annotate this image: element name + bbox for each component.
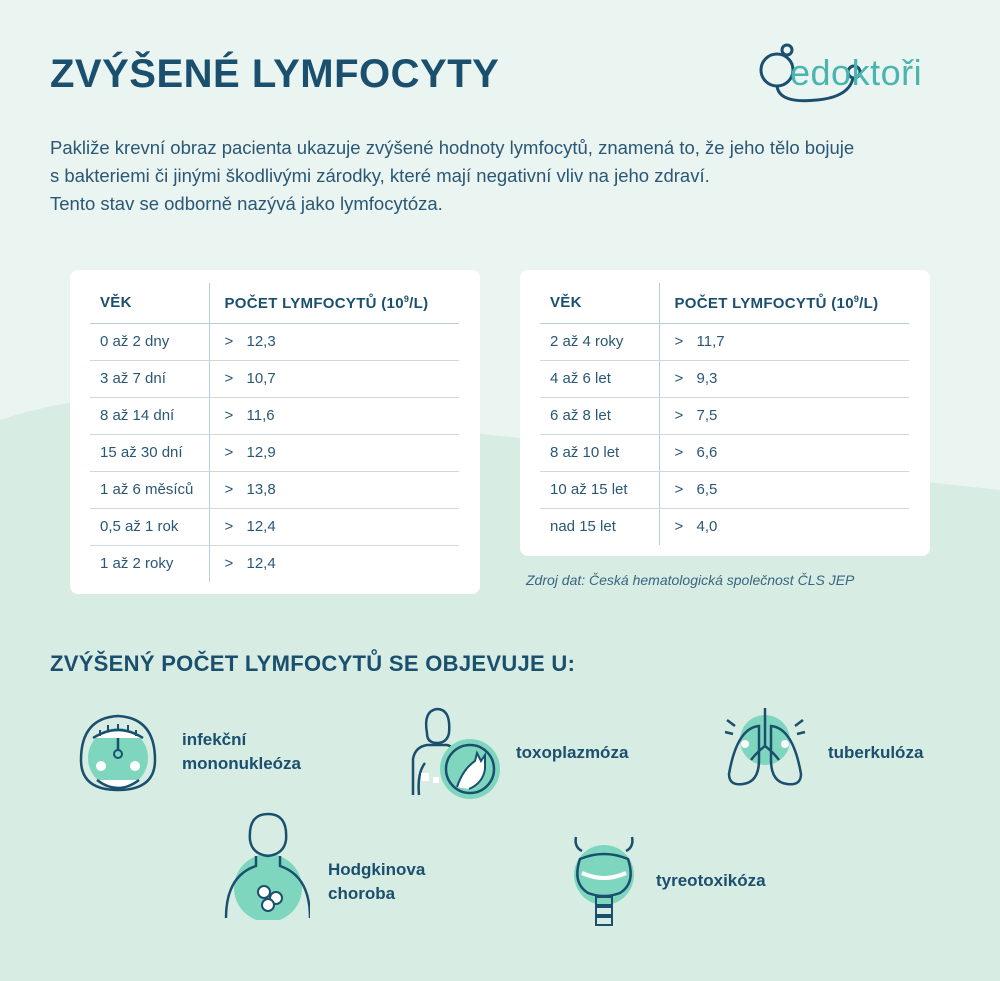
condition-thyrotoxicosis	[570, 833, 810, 933]
page-title: ZVÝŠENÉ LYMFOCYTY	[50, 52, 500, 96]
intro-text	[50, 134, 960, 218]
value-cell: > 12,9	[209, 434, 459, 471]
value-cell: > 6,5	[659, 471, 909, 508]
age-cell: 3 až 7 dní	[90, 360, 209, 397]
column-header-count: POČET LYMFOCYTŮ $(10^9/L)$	[659, 283, 909, 323]
thyroid-icon	[570, 833, 640, 933]
lymphocyte-table-1	[90, 283, 459, 582]
lungs-icon	[723, 704, 813, 794]
value-cell: > 12,4	[224, 555, 276, 573]
age-cell: 0,5 až 1 rok	[90, 508, 209, 545]
value-cell: > 10,7	[209, 360, 459, 397]
age-cell: 15 až 30 dní	[90, 434, 209, 471]
table-row	[90, 471, 459, 508]
value-cell: > 12,4	[209, 508, 459, 545]
logo-text: edoktoři	[790, 52, 923, 93]
column-header-age: VĚK	[90, 283, 209, 323]
age-cell: 2 až 4 roky	[540, 323, 659, 360]
condition-toxoplasmosis	[405, 703, 645, 803]
lymphocyte-table-2	[540, 283, 909, 545]
woman-cat-icon	[405, 703, 505, 803]
column-header-count: POČET LYMFOCYTŮ $(10^9/L)$	[209, 283, 459, 323]
table-row	[540, 434, 909, 471]
condition-tuberculosis	[723, 704, 963, 804]
condition-hodgkin	[220, 810, 460, 920]
age-cell: 8 až 14 dní	[90, 397, 209, 434]
table-row	[90, 360, 459, 397]
intro-line: s bakteriemi či jinými škodlivými zárodky, které mají negativní vliv na jeho zdraví.	[50, 165, 710, 186]
table-row	[90, 397, 459, 434]
table-row	[90, 323, 459, 360]
value-cell: > 13,8	[209, 471, 459, 508]
condition-label: tuberkulóza	[828, 743, 924, 762]
value-cell: > 12,3	[209, 323, 459, 360]
table-row	[540, 323, 909, 360]
table-row	[90, 545, 459, 582]
value-cell: > 11,7	[659, 323, 909, 360]
value-cell: > 11,6	[209, 397, 459, 434]
intro-line: Tento stav se odborně nazývá jako lymfocytóza.	[50, 193, 443, 214]
table-card-1	[70, 270, 480, 594]
table-row	[90, 508, 459, 545]
table-row	[540, 360, 909, 397]
condition-label: infekční mononukleóza	[182, 730, 302, 773]
table-card-2	[520, 270, 930, 556]
age-cell: 1 až 2 roky	[90, 545, 209, 582]
condition-label: tyreotoxikóza	[656, 871, 766, 890]
table-row	[540, 397, 909, 434]
age-cell: 8 až 10 let	[540, 434, 659, 471]
person-lymph-icon	[220, 810, 310, 920]
age-cell: 1 až 6 měsíců	[90, 471, 209, 508]
age-cell: 0 až 2 dny	[90, 323, 209, 360]
age-cell: 10 až 15 let	[540, 471, 659, 508]
value-cell: > 7,5	[659, 397, 909, 434]
intro-line: Pakliže krevní obraz pacienta ukazuje zvýšené hodnoty lymfocytů, znamená to, že jeho tělo bojuje	[50, 137, 855, 158]
age-cell: nad 15 let	[540, 508, 659, 545]
data-source-note: Zdroj dat: Česká hematologická společnost ČLS JEP	[526, 572, 855, 588]
section-title: ZVÝŠENÝ POČET LYMFOCYTŮ SE OBJEVUJE U:	[50, 651, 576, 676]
value-cell: > 6,6	[659, 434, 909, 471]
value-cell: > 4,0	[674, 518, 718, 536]
age-cell: 4 až 6 let	[540, 360, 659, 397]
condition-mononucleosis	[75, 710, 335, 800]
age-cell: 6 až 8 let	[540, 397, 659, 434]
condition-label: Hodgkinova choroba	[328, 860, 426, 903]
value-cell: > 9,3	[659, 360, 909, 397]
table-row	[540, 471, 909, 508]
table-row	[90, 434, 459, 471]
table-row	[540, 508, 909, 545]
condition-label: toxoplazmóza	[516, 743, 629, 762]
throat-icon	[75, 710, 165, 800]
column-header-age: VĚK	[540, 283, 659, 323]
